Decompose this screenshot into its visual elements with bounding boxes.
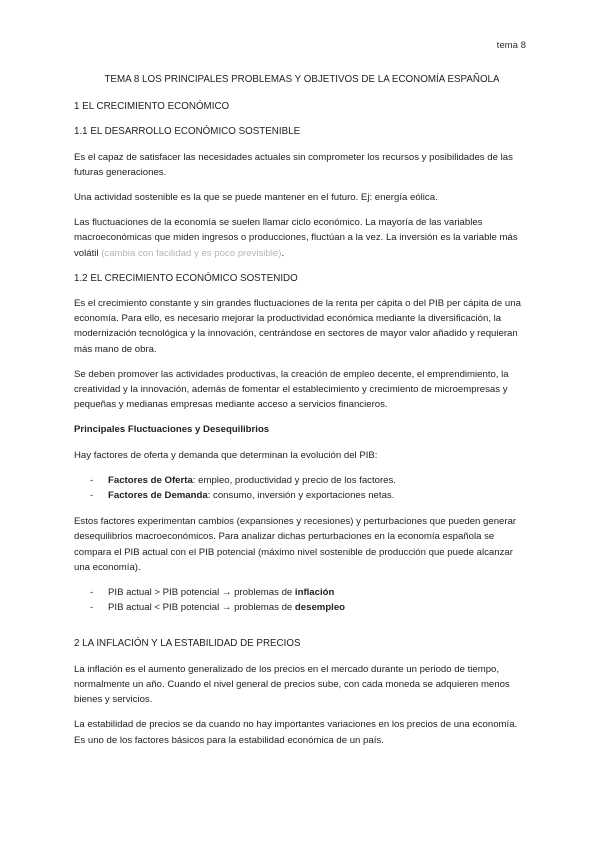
paragraph: Una actividad sostenible es la que se puede mantener en el futuro. Ej: energía eólica.: [74, 192, 438, 204]
paragraph: La estabilidad de precios se da cuando no hay importantes variaciones en los precios de una economía. Es uno de los factores básicos para la estabilidad económica de un país.: [74, 719, 518, 746]
paragraph-text: Las fluctuaciones de la economía se suelen llamar ciclo económico. La mayoría de las variables macroeconómicas que miden ingresos o producciones, fluctúan a la vez. La inversión es la variable más volátil: [74, 217, 518, 259]
section-1-2-heading: 1.2 EL CRECIMIENTO ECONÓMICO SOSTENIDO: [74, 272, 298, 284]
list-item: [74, 585, 530, 600]
paragraph-end: .: [281, 247, 285, 259]
section-1-heading: 1 EL CRECIMIENTO ECONÓMICO: [74, 101, 230, 113]
factors-list: [74, 473, 530, 503]
document-content: [74, 72, 530, 758]
comparison-result: desempleo: [294, 602, 346, 614]
factor-desc: : empleo, productividad y precio de los factores.: [192, 474, 396, 486]
paragraph: Estos factores experimentan cambios (expansiones y recesiones) y perturbaciones que pueden generar desequilibrios macroeconómicos. Para analizar dichas perturbaciones en la economía española se compara el PIB actual con el PIB potencial (máximo nivel sostenible de producción que puede alcanzar una economía).: [74, 516, 517, 573]
comparison-result: inflación: [294, 587, 335, 599]
list-item: [74, 600, 530, 615]
spacer: [74, 626, 530, 636]
fluctuations-subheading-text: Principales Fluctuaciones y Desequilibrios: [74, 424, 270, 436]
paragraph: Hay factores de oferta y demanda que determinan la evolución del PIB:: [74, 449, 378, 461]
paragraph: La inflación es el aumento generalizado de los precios en el mercado durante un periodo de tiempo, normalmente un año. Cuando el nivel general de precios sube, con cada moneda se adquieren menos bienes y servicios.: [74, 663, 510, 706]
paragraph: [74, 215, 530, 261]
section-2-heading: 2 LA INFLACIÓN Y LA ESTABILIDAD DE PRECIOS: [74, 638, 301, 650]
pib-comparison-list: [74, 585, 530, 615]
paragraph: Es el capaz de satisfacer las necesidades actuales sin comprometer los recursos y posibilidades de las futuras generaciones.: [74, 151, 513, 178]
paragraph: Se deben promover las actividades productivas, la creación de empleo decente, el emprendimiento, la creatividad y la innovación, además de fomentar el establecimiento y crecimiento de microempresas y pequeñas y medianas empresas mediante acceso a servicios financieros.: [74, 368, 509, 411]
factor-term: Factores de Demanda: [108, 490, 208, 502]
document-title: TEMA 8 LOS PRINCIPALES PROBLEMAS Y OBJETIVOS DE LA ECONOMÍA ESPAÑOLA: [104, 74, 500, 85]
comparison-text: PIB actual < PIB potencial → problemas de: [108, 602, 295, 614]
factor-desc: : consumo, inversión y exportaciones netas.: [207, 490, 395, 502]
factor-term: Factores de Oferta: [108, 474, 193, 486]
list-item: [74, 488, 530, 503]
list-item: [74, 473, 530, 488]
page-header-topic: tema 8: [496, 40, 526, 51]
muted-note: (cambia con facilidad y es poco previsible): [101, 247, 282, 259]
fluctuations-subheading: [74, 422, 530, 437]
paragraph: Es el crecimiento constante y sin grandes fluctuaciones de la renta per cápita o del PIB per cápita de una economía. Para ello, es necesario mejorar la productividad económica mediante la diversificación, la modernización tecnológica y la innovación, centrándose en sectores de mayor valor añadido y requieran más mano de obra.: [74, 298, 521, 355]
section-1-1-heading: 1.1 EL DESARROLLO ECONÓMICO SOSTENIBLE: [74, 126, 301, 138]
comparison-text: PIB actual > PIB potencial → problemas de: [108, 587, 295, 599]
